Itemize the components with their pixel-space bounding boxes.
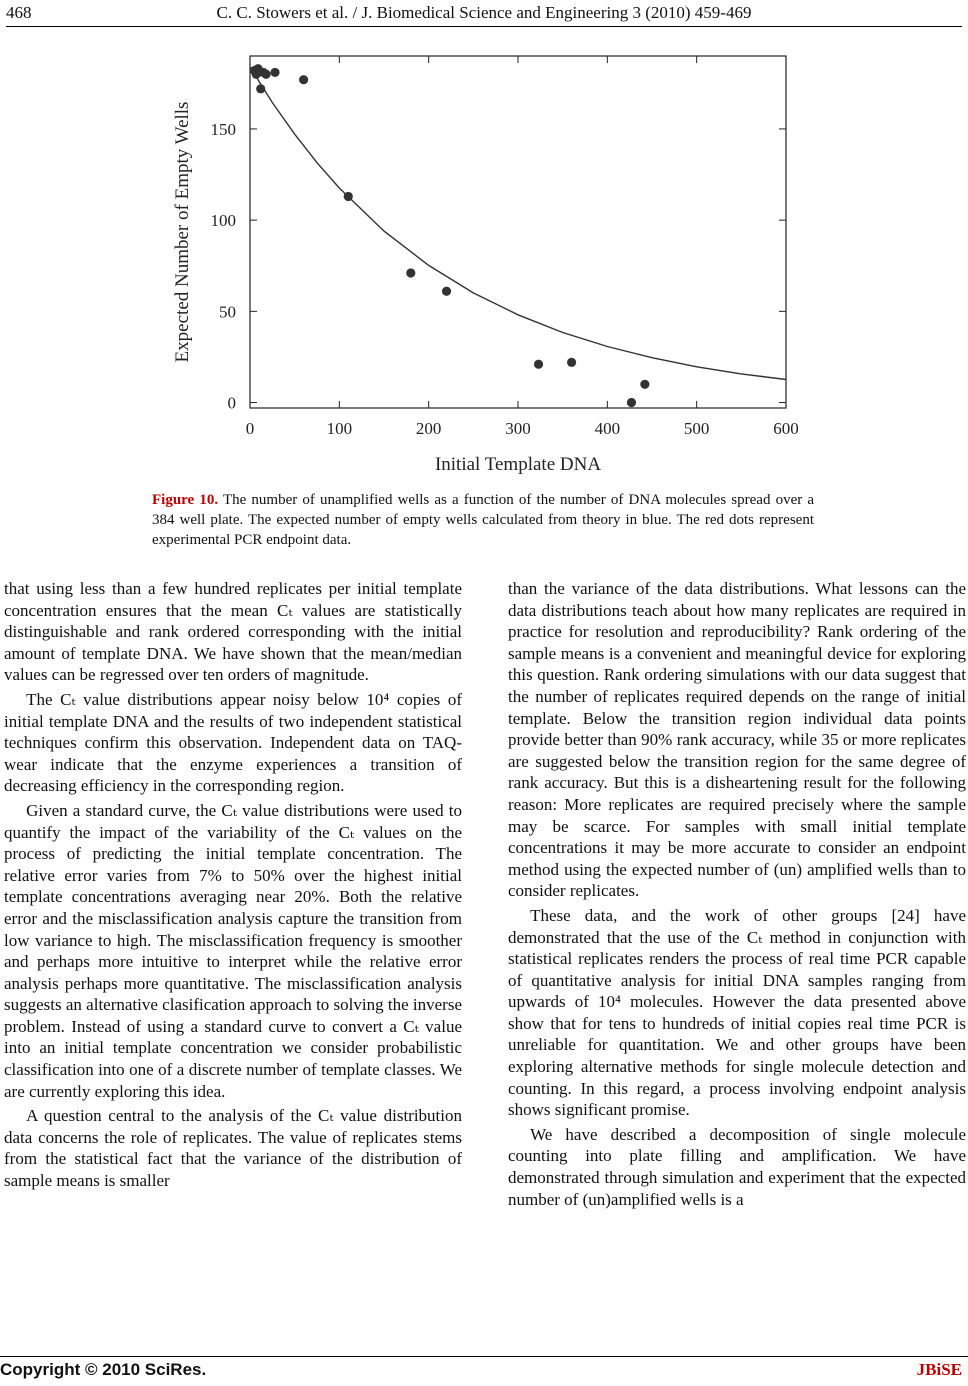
x-tick-label: 200	[415, 419, 442, 438]
data-point	[299, 75, 308, 84]
x-axis-label: Initial Template DNA	[434, 454, 602, 475]
data-point	[627, 398, 636, 407]
copyright-notice: Copyright © 2010 SciRes.	[0, 1360, 207, 1379]
x-tick-label: 600	[773, 419, 799, 438]
paragraph: A question central to the analysis of the Cₜ value distribution data concerns the role of replicates. The value of replicates stems from the statistical fact that the variance of the distribution of sample means is smaller	[4, 1106, 462, 1191]
y-tick-label: 150	[210, 119, 236, 139]
journal-abbrev: JBiSE	[916, 1360, 962, 1379]
footer-rule	[0, 1356, 968, 1357]
data-point	[567, 358, 576, 367]
x-tick-label: 300	[505, 419, 531, 438]
scatter-chart	[160, 40, 820, 480]
left-column	[4, 578, 462, 1192]
right-column	[508, 578, 966, 1210]
paragraph: The Cₜ value distributions appear noisy below 10⁴ copies of initial template DNA and the results of two independent statistical techniques confirm this observation. Independent data on TAQ-wear indicate that the enzyme experiences a transition of decreasing efficiency in the corresponding region.	[4, 689, 462, 796]
data-point	[270, 68, 279, 77]
plot-frame	[250, 56, 786, 408]
theory-curve	[250, 67, 786, 380]
data-point	[261, 70, 270, 79]
page-footer	[0, 1360, 968, 1386]
paragraph: We have described a decomposition of single molecule counting into plate filling and amplification. We have demonstrated through simulation and experiment that the expected number of (un)amplified wells is a	[508, 1124, 966, 1209]
paragraph: Given a standard curve, the Cₜ value distributions were used to quantify the impact of the variability of the Cₜ values on the process of predicting the initial template concentration. The relative error varies from 7% to 50% over the highest initial template concentrations averaging near 20%. Both the relative error and the misclassification analysis capture the transition from low variance to high. The misclassification frequency is smoother and perhaps more intuitive to interpret while the relative error analysis perhaps more quantitative. The misclassification analysis suggests an alternative clasification approach to solving the inverse problem. Instead of using a standard curve to convert a Cₜ value into an initial template concentration we consider probabilistic classification into one of a discrete number of template classes. We are currently exploring this idea.	[4, 800, 462, 1101]
paragraph: that using less than a few hundred replicates per initial template concentration ensures that the mean Cₜ values are statistically distinguishable and rank ordered corresponding with the initial amount of template DNA. We have shown that the mean/median values can be regressed over ten orders of magnitude.	[4, 579, 462, 685]
header-rule	[6, 26, 962, 27]
x-tick-label: 400	[594, 419, 621, 438]
y-tick-label: 50	[219, 302, 236, 322]
caption-text: The number of unamplified wells as a function of the number of DNA molecules spread over a 384 well plate. The expected number of empty wells calculated from theory in blue. The red dots represent experimental PCR endpoint data.	[152, 492, 815, 548]
paragraph: These data, and the work of other groups [24] have demonstrated that the use of the Cₜ method in conjunction with statistical replicates renders the process of real time PCR capable of quantitative analysis for initial DNA samples ranging from upwards of 10⁴ molecules. However the data presented above show that for tens to hundreds of initial copies real time PCR is unreliable for quantitation. We and other groups have been exploring alternative methods for single molecule detection and counting. In this regard, a process involving endpoint analysis shows significant promise.	[508, 905, 966, 1120]
paragraph: than the variance of the data distributions. What lessons can the data distributions teach about how many replicates are required in practice for resolution and reproducibility? Rank ordering of the sample means is a convenient and meaningful device for exploring this question. Rank ordering simulations with our data suggest that the number of replicates required depends on the range of initial template. Below the transition region individual data points provide better than 90% rank accuracy, while 35 or more replicates are suggested below the transition region for the same degree of rank accuracy. But this is a disheartening result for the following reason: More replicates are required precisely where the sample may be scarce. For samples with small initial template concentrations it may be more accurate to consider an endpoint method using the expected number of (un) amplified wells than to consider replicates.	[508, 579, 966, 901]
y-axis-label: Expected Number of Empty Wells	[172, 101, 193, 363]
page-header	[0, 0, 968, 26]
x-tick-label: 500	[683, 419, 710, 438]
y-tick-label: 100	[210, 211, 236, 231]
data-point	[442, 287, 451, 296]
data-point	[640, 380, 649, 389]
figure-caption	[152, 490, 814, 550]
running-title: C. C. Stowers et al. / J. Biomedical Science and Engineering 3 (2010) 459-469	[216, 3, 752, 22]
caption-label: Figure 10.	[152, 492, 219, 508]
data-point	[256, 84, 265, 93]
data-point	[534, 360, 543, 369]
x-tick-label: 100	[326, 419, 353, 438]
data-point	[344, 192, 353, 201]
page-number: 468	[6, 3, 32, 22]
x-tick-label: 0	[245, 419, 255, 438]
y-tick-label: 0	[227, 393, 236, 413]
figure-10	[160, 40, 820, 480]
data-point	[406, 268, 415, 277]
